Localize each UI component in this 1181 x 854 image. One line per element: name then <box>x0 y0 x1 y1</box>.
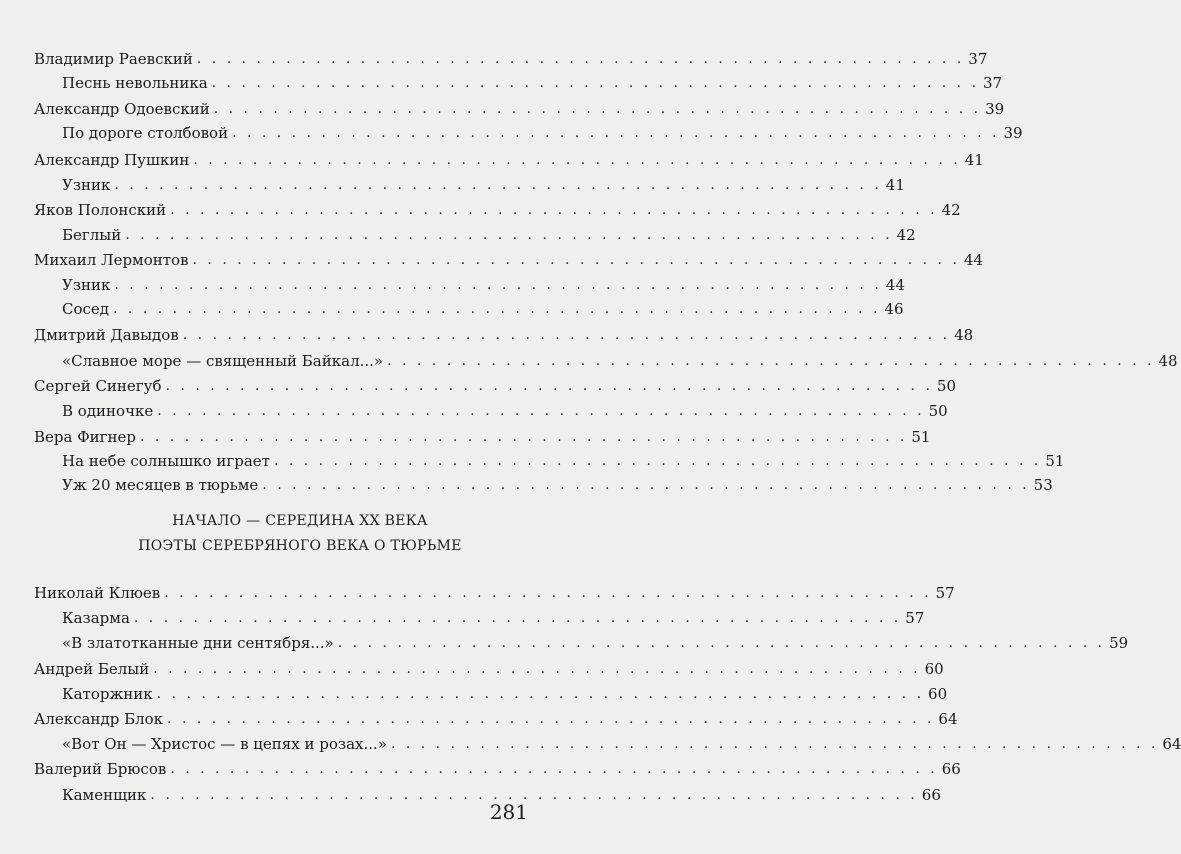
entry-title: «В златотканные дни сентября...» <box>62 634 334 652</box>
entry-page: 46 <box>884 300 904 318</box>
toc-entry-author <box>34 145 984 169</box>
entry-page: 59 <box>1109 634 1129 652</box>
toc-entry-author <box>34 578 955 602</box>
dot-leader: . . . . . . . . . . . . . . . . . . . . . . . . . . . . . . . . . . . . . . . . . . . . . . . . . . . . <box>273 453 1042 469</box>
entry-page: 57 <box>935 584 955 602</box>
entry-title: Сосед <box>62 300 110 318</box>
dot-leader: . . . . . . . . . . . . . . . . . . . . . . . . . . . . . . . . . . . . . . . . . . . . . . . . . . . . <box>157 403 925 419</box>
dot-leader: . . . . . . . . . . . . . . . . . . . . . . . . . . . . . . . . . . . . . . . . . . . . . . . . . . . . <box>192 252 960 268</box>
dot-leader: . . . . . . . . . . . . . . . . . . . . . . . . . . . . . . . . . . . . . . . . . . . . . . . . . . . . <box>170 761 938 777</box>
entry-title: Песнь невольника <box>62 74 208 92</box>
dot-leader: . . . . . . . . . . . . . . . . . . . . . . . . . . . . . . . . . . . . . . . . . . . . . . . . . . . . <box>150 787 918 803</box>
entry-page: 50 <box>928 402 948 420</box>
toc-entry-poem <box>62 470 1053 494</box>
dot-leader: . . . . . . . . . . . . . . . . . . . . . . . . . . . . . . . . . . . . . . . . . . . . . . . . . . . . <box>170 202 938 218</box>
entry-title: Андрей Белый <box>34 660 150 678</box>
entry-page: 50 <box>936 377 956 395</box>
dot-leader: . . . . . . . . . . . . . . . . . . . . . . . . . . . . . . . . . . . . . . . . . . . . . . . . . . . . <box>232 125 1000 141</box>
toc-entry-author <box>34 44 988 68</box>
entry-page: 42 <box>896 226 916 244</box>
toc-entry-poem <box>62 729 1181 753</box>
dot-leader: . . . . . . . . . . . . . . . . . . . . . . . . . . . . . . . . . . . . . . . . . . . . . . . . . . . . <box>125 227 893 243</box>
entry-title: Узник <box>62 176 111 194</box>
dot-leader: . . . . . . . . . . . . . . . . . . . . . . . . . . . . . . . . . . . . . . . . . . . . . . . . . . . . <box>133 610 902 626</box>
entry-title: Владимир Раевский <box>34 50 193 68</box>
entry-title: Уж 20 месяцев в тюрьме <box>62 476 259 494</box>
toc-entry-poem <box>62 270 905 294</box>
dot-leader: . . . . . . . . . . . . . . . . . . . . . . . . . . . . . . . . . . . . . . . . . . . . . . . . . . . . <box>211 75 980 91</box>
toc-entry-author <box>34 371 956 395</box>
entry-title: Александр Одоевский <box>34 100 210 118</box>
entry-page: 42 <box>941 201 961 219</box>
dot-leader: . . . . . . . . . . . . . . . . . . . . . . . . . . . . . . . . . . . . . . . . . . . . . . . . . . . . <box>164 585 932 601</box>
entry-title: «Славное море — священный Байкал...» <box>62 352 384 370</box>
entry-title: Дмитрий Давыдов <box>34 326 179 344</box>
entry-page: 64 <box>1162 735 1181 753</box>
dot-leader: . . . . . . . . . . . . . . . . . . . . . . . . . . . . . . . . . . . . . . . . . . . . . . . . . . . . <box>156 686 925 702</box>
toc-entry-author <box>34 245 983 269</box>
toc-entry-poem <box>62 118 1023 142</box>
toc-entry-poem <box>62 679 948 703</box>
page-number: 281 <box>489 800 528 824</box>
toc-entry-author <box>34 195 961 219</box>
entry-title: Валерий Брюсов <box>34 760 167 778</box>
dot-leader: . . . . . . . . . . . . . . . . . . . . . . . . . . . . . . . . . . . . . . . . . . . . . . . . . . . . <box>337 635 1106 651</box>
entry-title: Беглый <box>62 226 122 244</box>
entry-page: 53 <box>1033 476 1053 494</box>
toc-entry-poem <box>62 294 904 318</box>
toc-entry-author <box>34 654 944 678</box>
entry-title: В одиночке <box>62 402 154 420</box>
entry-title: Александр Пушкин <box>34 151 190 169</box>
toc-entry-poem <box>62 780 941 804</box>
dot-leader: . . . . . . . . . . . . . . . . . . . . . . . . . . . . . . . . . . . . . . . . . . . . . . . . . . . . <box>196 51 965 67</box>
toc-entry-poem <box>62 628 1129 652</box>
section-heading-line1: НАЧАЛО — СЕРЕДИНА XX ВЕКА <box>172 513 428 529</box>
toc-entry-poem <box>62 446 1065 470</box>
entry-page: 37 <box>968 50 988 68</box>
entry-title: По дороге столбовой <box>62 124 229 142</box>
entry-title: Сергей Синегуб <box>34 377 162 395</box>
entry-title: Каторжник <box>62 685 153 703</box>
dot-leader: . . . . . . . . . . . . . . . . . . . . . . . . . . . . . . . . . . . . . . . . . . . . . . . . . . . . <box>262 477 1030 493</box>
dot-leader: . . . . . . . . . . . . . . . . . . . . . . . . . . . . . . . . . . . . . . . . . . . . . . . . . . . . <box>213 101 982 117</box>
entry-page: 51 <box>1045 452 1065 470</box>
entry-page: 48 <box>954 326 974 344</box>
toc-entry-poem <box>62 603 925 627</box>
entry-title: Николай Клюев <box>34 584 161 602</box>
entry-title: Казарма <box>62 609 130 627</box>
entry-page: 39 <box>1003 124 1023 142</box>
entry-title: На небе солнышко играет <box>62 452 270 470</box>
entry-page: 44 <box>885 276 905 294</box>
dot-leader: . . . . . . . . . . . . . . . . . . . . . . . . . . . . . . . . . . . . . . . . . . . . . . . . . . . . <box>165 378 933 394</box>
dot-leader: . . . . . . . . . . . . . . . . . . . . . . . . . . . . . . . . . . . . . . . . . . . . . . . . . . . . <box>153 661 921 677</box>
entry-page: 41 <box>885 176 905 194</box>
toc-entry-author <box>34 422 931 446</box>
dot-leader: . . . . . . . . . . . . . . . . . . . . . . . . . . . . . . . . . . . . . . . . . . . . . . . . . . . . <box>167 711 935 727</box>
toc-entry-author <box>34 754 961 778</box>
entry-title: Михаил Лермонтов <box>34 251 189 269</box>
dot-leader: . . . . . . . . . . . . . . . . . . . . . . . . . . . . . . . . . . . . . . . . . . . . . . . . . . . . <box>390 736 1159 752</box>
dot-leader: . . . . . . . . . . . . . . . . . . . . . . . . . . . . . . . . . . . . . . . . . . . . . . . . . . . . <box>193 152 961 168</box>
entry-page: 60 <box>928 685 948 703</box>
dot-leader: . . . . . . . . . . . . . . . . . . . . . . . . . . . . . . . . . . . . . . . . . . . . . . . . . . . . <box>114 177 882 193</box>
entry-title: Узник <box>62 276 111 294</box>
entry-page: 66 <box>921 786 941 804</box>
entry-page: 44 <box>963 251 983 269</box>
entry-title: Вера Фигнер <box>34 428 136 446</box>
toc-entry-poem <box>62 346 1178 370</box>
dot-leader: . . . . . . . . . . . . . . . . . . . . . . . . . . . . . . . . . . . . . . . . . . . . . . . . . . . . <box>113 301 881 317</box>
entry-page: 66 <box>941 760 961 778</box>
dot-leader: . . . . . . . . . . . . . . . . . . . . . . . . . . . . . . . . . . . . . . . . . . . . . . . . . . . . <box>140 429 908 445</box>
dot-leader: . . . . . . . . . . . . . . . . . . . . . . . . . . . . . . . . . . . . . . . . . . . . . . . . . . . . <box>182 327 951 343</box>
entry-title: Каменщик <box>62 786 147 804</box>
toc-entry-poem <box>62 396 948 420</box>
entry-page: 57 <box>905 609 925 627</box>
entry-title: Яков Полонский <box>34 201 167 219</box>
toc-entry-poem <box>62 68 1003 92</box>
entry-page: 60 <box>924 660 944 678</box>
entry-page: 51 <box>911 428 931 446</box>
dot-leader: . . . . . . . . . . . . . . . . . . . . . . . . . . . . . . . . . . . . . . . . . . . . . . . . . . . . <box>387 353 1155 369</box>
section-heading-line2: ПОЭТЫ СЕРЕБРЯНОГО ВЕКА О ТЮРЬМЕ <box>138 538 462 554</box>
toc-entry-author <box>34 704 958 728</box>
toc-entry-author <box>34 94 1005 118</box>
toc-entry-poem <box>62 220 916 244</box>
entry-page: 39 <box>985 100 1005 118</box>
toc-entry-poem <box>62 170 905 194</box>
entry-page: 37 <box>983 74 1003 92</box>
entry-title: Александр Блок <box>34 710 164 728</box>
toc-entry-author <box>34 320 974 344</box>
entry-title: «Вот Он — Христос — в цепях и розах...» <box>62 735 387 753</box>
entry-page: 48 <box>1158 352 1178 370</box>
dot-leader: . . . . . . . . . . . . . . . . . . . . . . . . . . . . . . . . . . . . . . . . . . . . . . . . . . . . <box>114 277 882 293</box>
entry-page: 64 <box>938 710 958 728</box>
entry-page: 41 <box>964 151 984 169</box>
